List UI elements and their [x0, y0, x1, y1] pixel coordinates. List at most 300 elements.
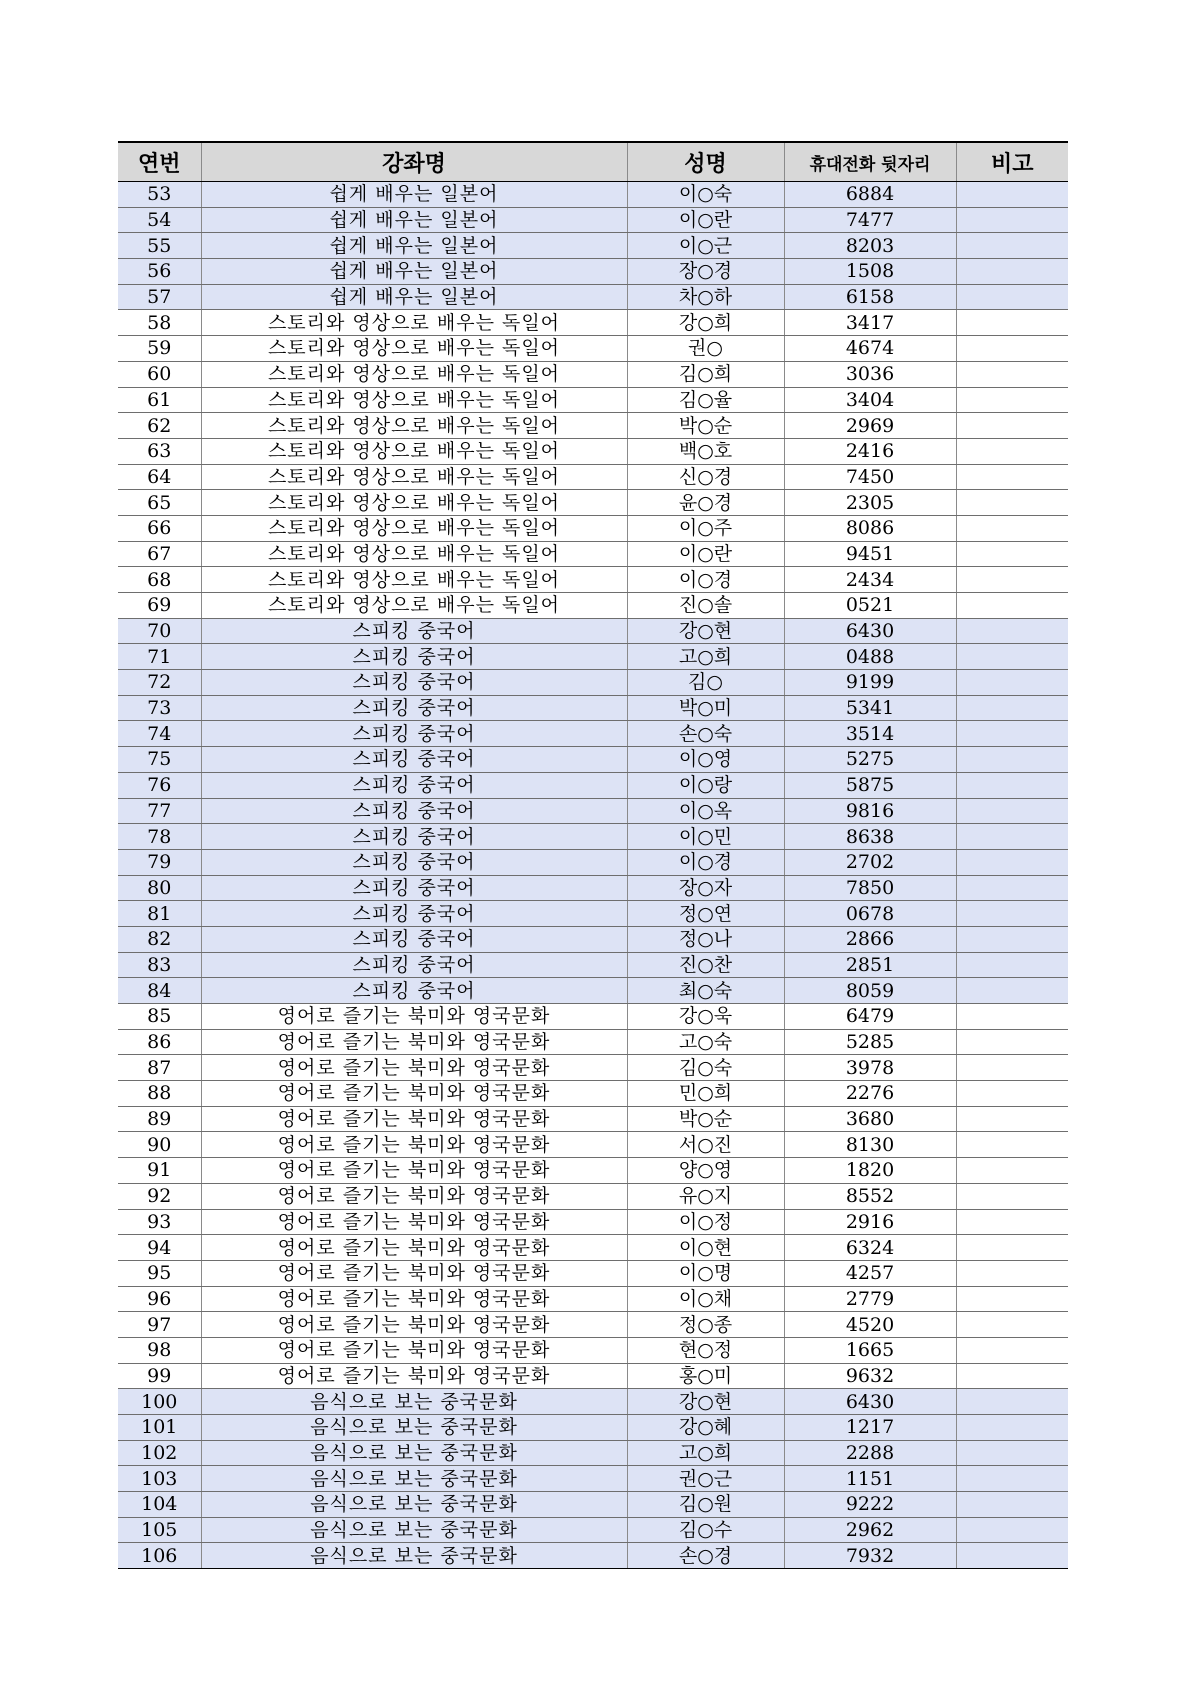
- cell-phone: 5341: [784, 695, 956, 721]
- cell-phone: 7477: [784, 207, 956, 233]
- cell-note: [956, 1260, 1068, 1286]
- cell-note: [956, 1029, 1068, 1055]
- cell-name: 김○율: [627, 387, 784, 413]
- cell-course: 스피킹 중국어: [201, 926, 627, 952]
- cell-phone: 6430: [784, 618, 956, 644]
- cell-phone: 2962: [784, 1517, 956, 1543]
- cell-phone: 0521: [784, 593, 956, 619]
- table-row: [118, 1415, 1068, 1441]
- cell-phone: 8638: [784, 824, 956, 850]
- cell-no: 79: [118, 849, 201, 875]
- cell-no: 105: [118, 1517, 201, 1543]
- cell-phone: 8059: [784, 978, 956, 1004]
- cell-note: [956, 644, 1068, 670]
- cell-course: 스피킹 중국어: [201, 670, 627, 696]
- cell-course: 영어로 즐기는 북미와 영국문화: [201, 1029, 627, 1055]
- table-row: [118, 721, 1068, 747]
- table-row: [118, 644, 1068, 670]
- cell-note: [956, 824, 1068, 850]
- cell-note: [956, 593, 1068, 619]
- cell-name: 김○숙: [627, 1055, 784, 1081]
- cell-phone: 8086: [784, 515, 956, 541]
- table-row: [118, 490, 1068, 516]
- cell-note: [956, 1466, 1068, 1492]
- table-row: [118, 207, 1068, 233]
- cell-course: 스피킹 중국어: [201, 901, 627, 927]
- cell-phone: 5875: [784, 772, 956, 798]
- table-row: [118, 593, 1068, 619]
- cell-phone: 4674: [784, 336, 956, 362]
- cell-name: 이○경: [627, 567, 784, 593]
- cell-note: [956, 618, 1068, 644]
- cell-note: [956, 772, 1068, 798]
- cell-course: 스토리와 영상으로 배우는 독일어: [201, 413, 627, 439]
- cell-phone: 8552: [784, 1183, 956, 1209]
- cell-course: 스피킹 중국어: [201, 875, 627, 901]
- cell-name: 백○호: [627, 438, 784, 464]
- header-row: [118, 142, 1068, 182]
- cell-phone: 9816: [784, 798, 956, 824]
- cell-name: 이○랑: [627, 772, 784, 798]
- cell-phone: 9451: [784, 541, 956, 567]
- cell-course: 스피킹 중국어: [201, 952, 627, 978]
- cell-course: 스피킹 중국어: [201, 772, 627, 798]
- cell-note: [956, 182, 1068, 208]
- cell-course: 쉽게 배우는 일본어: [201, 207, 627, 233]
- table-row: [118, 1389, 1068, 1415]
- cell-note: [956, 1055, 1068, 1081]
- cell-no: 64: [118, 464, 201, 490]
- cell-course: 스토리와 영상으로 배우는 독일어: [201, 593, 627, 619]
- cell-no: 58: [118, 310, 201, 336]
- cell-no: 70: [118, 618, 201, 644]
- cell-name: 김○원: [627, 1492, 784, 1518]
- cell-course: 영어로 즐기는 북미와 영국문화: [201, 1286, 627, 1312]
- cell-phone: 0488: [784, 644, 956, 670]
- cell-course: 영어로 즐기는 북미와 영국문화: [201, 1363, 627, 1389]
- cell-course: 스피킹 중국어: [201, 824, 627, 850]
- table-row: [118, 695, 1068, 721]
- cell-phone: 2288: [784, 1440, 956, 1466]
- cell-name: 고○숙: [627, 1029, 784, 1055]
- cell-name: 홍○미: [627, 1363, 784, 1389]
- cell-course: 스피킹 중국어: [201, 747, 627, 773]
- cell-course: 스토리와 영상으로 배우는 독일어: [201, 438, 627, 464]
- cell-note: [956, 952, 1068, 978]
- cell-course: 음식으로 보는 중국문화: [201, 1415, 627, 1441]
- cell-note: [956, 901, 1068, 927]
- cell-no: 84: [118, 978, 201, 1004]
- cell-note: [956, 875, 1068, 901]
- cell-phone: 2276: [784, 1081, 956, 1107]
- cell-name: 장○자: [627, 875, 784, 901]
- cell-no: 53: [118, 182, 201, 208]
- table-row: [118, 361, 1068, 387]
- table-row: [118, 1363, 1068, 1389]
- cell-note: [956, 233, 1068, 259]
- cell-name: 이○현: [627, 1235, 784, 1261]
- cell-note: [956, 978, 1068, 1004]
- cell-course: 영어로 즐기는 북미와 영국문화: [201, 1235, 627, 1261]
- cell-phone: 7450: [784, 464, 956, 490]
- cell-phone: 2866: [784, 926, 956, 952]
- table-row: [118, 1029, 1068, 1055]
- table-row: [118, 901, 1068, 927]
- cell-course: 스피킹 중국어: [201, 849, 627, 875]
- cell-phone: 1820: [784, 1158, 956, 1184]
- cell-name: 강○혜: [627, 1415, 784, 1441]
- cell-no: 82: [118, 926, 201, 952]
- cell-no: 78: [118, 824, 201, 850]
- cell-phone: 3417: [784, 310, 956, 336]
- cell-note: [956, 284, 1068, 310]
- cell-no: 95: [118, 1260, 201, 1286]
- table-row: [118, 1286, 1068, 1312]
- cell-name: 이○정: [627, 1209, 784, 1235]
- cell-name: 정○연: [627, 901, 784, 927]
- table-row: [118, 413, 1068, 439]
- cell-name: 서○진: [627, 1132, 784, 1158]
- cell-name: 유○지: [627, 1183, 784, 1209]
- cell-course: 스피킹 중국어: [201, 618, 627, 644]
- table-row: [118, 1337, 1068, 1363]
- cell-course: 음식으로 보는 중국문화: [201, 1466, 627, 1492]
- cell-name: 이○주: [627, 515, 784, 541]
- cell-name: 진○솔: [627, 593, 784, 619]
- cell-name: 이○명: [627, 1260, 784, 1286]
- cell-note: [956, 438, 1068, 464]
- cell-note: [956, 1337, 1068, 1363]
- cell-no: 73: [118, 695, 201, 721]
- cell-note: [956, 670, 1068, 696]
- table-row: [118, 438, 1068, 464]
- cell-note: [956, 1517, 1068, 1543]
- cell-name: 현○정: [627, 1337, 784, 1363]
- cell-no: 96: [118, 1286, 201, 1312]
- table-row: [118, 926, 1068, 952]
- cell-name: 최○숙: [627, 978, 784, 1004]
- table-row: [118, 541, 1068, 567]
- table-row: [118, 284, 1068, 310]
- cell-no: 106: [118, 1543, 201, 1569]
- cell-note: [956, 541, 1068, 567]
- cell-name: 박○순: [627, 413, 784, 439]
- cell-phone: 6158: [784, 284, 956, 310]
- cell-no: 97: [118, 1312, 201, 1338]
- cell-phone: 2305: [784, 490, 956, 516]
- table-row: [118, 1081, 1068, 1107]
- cell-course: 영어로 즐기는 북미와 영국문화: [201, 1158, 627, 1184]
- table-row: [118, 1312, 1068, 1338]
- cell-name: 강○현: [627, 618, 784, 644]
- cell-phone: 5285: [784, 1029, 956, 1055]
- cell-name: 이○란: [627, 207, 784, 233]
- cell-phone: 7932: [784, 1543, 956, 1569]
- cell-course: 음식으로 보는 중국문화: [201, 1440, 627, 1466]
- cell-phone: 1508: [784, 259, 956, 285]
- table-row: [118, 1132, 1068, 1158]
- cell-phone: 2416: [784, 438, 956, 464]
- cell-no: 66: [118, 515, 201, 541]
- cell-course: 영어로 즐기는 북미와 영국문화: [201, 1081, 627, 1107]
- cell-phone: 2434: [784, 567, 956, 593]
- cell-note: [956, 387, 1068, 413]
- cell-no: 83: [118, 952, 201, 978]
- cell-no: 94: [118, 1235, 201, 1261]
- cell-phone: 1217: [784, 1415, 956, 1441]
- cell-name: 이○란: [627, 541, 784, 567]
- cell-course: 스토리와 영상으로 배우는 독일어: [201, 515, 627, 541]
- table-row: [118, 1492, 1068, 1518]
- cell-note: [956, 798, 1068, 824]
- cell-no: 77: [118, 798, 201, 824]
- cell-name: 정○나: [627, 926, 784, 952]
- cell-phone: 1151: [784, 1466, 956, 1492]
- cell-no: 75: [118, 747, 201, 773]
- table-row: [118, 310, 1068, 336]
- cell-phone: 9632: [784, 1363, 956, 1389]
- cell-phone: 2916: [784, 1209, 956, 1235]
- cell-note: [956, 1440, 1068, 1466]
- cell-course: 쉽게 배우는 일본어: [201, 284, 627, 310]
- cell-note: [956, 1158, 1068, 1184]
- table-row: [118, 1183, 1068, 1209]
- cell-course: 스토리와 영상으로 배우는 독일어: [201, 387, 627, 413]
- cell-no: 60: [118, 361, 201, 387]
- cell-phone: 4520: [784, 1312, 956, 1338]
- cell-no: 59: [118, 336, 201, 362]
- cell-name: 이○옥: [627, 798, 784, 824]
- cell-no: 103: [118, 1466, 201, 1492]
- cell-phone: 6479: [784, 1004, 956, 1030]
- cell-no: 74: [118, 721, 201, 747]
- cell-course: 스피킹 중국어: [201, 644, 627, 670]
- cell-phone: 3404: [784, 387, 956, 413]
- cell-no: 101: [118, 1415, 201, 1441]
- cell-note: [956, 1389, 1068, 1415]
- cell-name: 권○근: [627, 1466, 784, 1492]
- header-course: 강좌명: [201, 142, 627, 182]
- table-row: [118, 978, 1068, 1004]
- table-row: [118, 259, 1068, 285]
- cell-phone: 5275: [784, 747, 956, 773]
- cell-phone: 6324: [784, 1235, 956, 1261]
- cell-note: [956, 361, 1068, 387]
- cell-note: [956, 926, 1068, 952]
- cell-note: [956, 747, 1068, 773]
- cell-name: 정○종: [627, 1312, 784, 1338]
- table-row: [118, 618, 1068, 644]
- table-row: [118, 952, 1068, 978]
- cell-note: [956, 310, 1068, 336]
- cell-note: [956, 1183, 1068, 1209]
- cell-course: 영어로 즐기는 북미와 영국문화: [201, 1209, 627, 1235]
- table-row: [118, 567, 1068, 593]
- cell-name: 이○숙: [627, 182, 784, 208]
- cell-no: 87: [118, 1055, 201, 1081]
- cell-name: 차○하: [627, 284, 784, 310]
- cell-no: 69: [118, 593, 201, 619]
- table-row: [118, 1235, 1068, 1261]
- table-row: [118, 1466, 1068, 1492]
- cell-no: 91: [118, 1158, 201, 1184]
- cell-name: 고○희: [627, 1440, 784, 1466]
- table-row: [118, 464, 1068, 490]
- table-body: [118, 182, 1068, 1569]
- cell-note: [956, 207, 1068, 233]
- cell-phone: 9199: [784, 670, 956, 696]
- cell-phone: 3514: [784, 721, 956, 747]
- cell-name: 김○: [627, 670, 784, 696]
- table-header: [118, 142, 1068, 182]
- cell-note: [956, 567, 1068, 593]
- cell-course: 스피킹 중국어: [201, 978, 627, 1004]
- table-row: [118, 1543, 1068, 1569]
- cell-name: 신○경: [627, 464, 784, 490]
- cell-name: 김○수: [627, 1517, 784, 1543]
- cell-course: 스토리와 영상으로 배우는 독일어: [201, 336, 627, 362]
- table-row: [118, 1440, 1068, 1466]
- table-row: [118, 336, 1068, 362]
- cell-phone: 2779: [784, 1286, 956, 1312]
- cell-no: 102: [118, 1440, 201, 1466]
- table-row: [118, 1158, 1068, 1184]
- cell-name: 이○근: [627, 233, 784, 259]
- cell-no: 88: [118, 1081, 201, 1107]
- cell-note: [956, 1286, 1068, 1312]
- cell-phone: 4257: [784, 1260, 956, 1286]
- cell-course: 영어로 즐기는 북미와 영국문화: [201, 1337, 627, 1363]
- table-row: [118, 1106, 1068, 1132]
- cell-name: 박○미: [627, 695, 784, 721]
- cell-phone: 3680: [784, 1106, 956, 1132]
- cell-note: [956, 1132, 1068, 1158]
- cell-course: 스토리와 영상으로 배우는 독일어: [201, 361, 627, 387]
- table-row: [118, 747, 1068, 773]
- cell-course: 음식으로 보는 중국문화: [201, 1389, 627, 1415]
- cell-no: 99: [118, 1363, 201, 1389]
- cell-course: 영어로 즐기는 북미와 영국문화: [201, 1183, 627, 1209]
- cell-phone: 2851: [784, 952, 956, 978]
- cell-note: [956, 1312, 1068, 1338]
- cell-no: 76: [118, 772, 201, 798]
- table-row: [118, 875, 1068, 901]
- cell-note: [956, 259, 1068, 285]
- cell-no: 67: [118, 541, 201, 567]
- cell-course: 스피킹 중국어: [201, 798, 627, 824]
- cell-no: 90: [118, 1132, 201, 1158]
- cell-name: 이○경: [627, 849, 784, 875]
- cell-course: 쉽게 배우는 일본어: [201, 233, 627, 259]
- cell-note: [956, 1363, 1068, 1389]
- table-row: [118, 515, 1068, 541]
- cell-course: 영어로 즐기는 북미와 영국문화: [201, 1260, 627, 1286]
- cell-name: 강○욱: [627, 1004, 784, 1030]
- cell-note: [956, 1081, 1068, 1107]
- table-row: [118, 1209, 1068, 1235]
- cell-course: 스피킹 중국어: [201, 721, 627, 747]
- cell-no: 54: [118, 207, 201, 233]
- table-row: [118, 1260, 1068, 1286]
- cell-name: 진○찬: [627, 952, 784, 978]
- table-row: [118, 182, 1068, 208]
- cell-name: 이○민: [627, 824, 784, 850]
- cell-name: 양○영: [627, 1158, 784, 1184]
- cell-note: [956, 1209, 1068, 1235]
- cell-note: [956, 464, 1068, 490]
- cell-name: 강○희: [627, 310, 784, 336]
- cell-phone: 6430: [784, 1389, 956, 1415]
- cell-phone: 9222: [784, 1492, 956, 1518]
- cell-phone: 8203: [784, 233, 956, 259]
- cell-phone: 3978: [784, 1055, 956, 1081]
- cell-no: 55: [118, 233, 201, 259]
- cell-course: 쉽게 배우는 일본어: [201, 182, 627, 208]
- cell-no: 57: [118, 284, 201, 310]
- cell-name: 이○영: [627, 747, 784, 773]
- cell-name: 강○현: [627, 1389, 784, 1415]
- header-phone: 휴대전화 뒷자리: [784, 142, 956, 182]
- table-row: [118, 798, 1068, 824]
- cell-no: 72: [118, 670, 201, 696]
- cell-course: 스토리와 영상으로 배우는 독일어: [201, 567, 627, 593]
- cell-note: [956, 1235, 1068, 1261]
- cell-course: 스토리와 영상으로 배우는 독일어: [201, 541, 627, 567]
- cell-name: 윤○경: [627, 490, 784, 516]
- document-page: [118, 141, 1068, 1569]
- cell-course: 음식으로 보는 중국문화: [201, 1543, 627, 1569]
- cell-name: 손○숙: [627, 721, 784, 747]
- cell-name: 이○채: [627, 1286, 784, 1312]
- cell-phone: 2702: [784, 849, 956, 875]
- cell-course: 스토리와 영상으로 배우는 독일어: [201, 464, 627, 490]
- cell-no: 62: [118, 413, 201, 439]
- table-row: [118, 387, 1068, 413]
- cell-name: 손○경: [627, 1543, 784, 1569]
- cell-course: 영어로 즐기는 북미와 영국문화: [201, 1055, 627, 1081]
- header-no: 연번: [118, 142, 201, 182]
- cell-note: [956, 1415, 1068, 1441]
- cell-no: 93: [118, 1209, 201, 1235]
- table-row: [118, 824, 1068, 850]
- enrollment-table: [118, 141, 1068, 1569]
- cell-name: 고○희: [627, 644, 784, 670]
- table-row: [118, 849, 1068, 875]
- cell-phone: 7850: [784, 875, 956, 901]
- cell-no: 104: [118, 1492, 201, 1518]
- cell-note: [956, 1543, 1068, 1569]
- cell-phone: 1665: [784, 1337, 956, 1363]
- cell-name: 장○경: [627, 259, 784, 285]
- cell-phone: 6884: [784, 182, 956, 208]
- cell-course: 스토리와 영상으로 배우는 독일어: [201, 490, 627, 516]
- cell-course: 영어로 즐기는 북미와 영국문화: [201, 1106, 627, 1132]
- cell-note: [956, 1106, 1068, 1132]
- cell-note: [956, 1004, 1068, 1030]
- cell-no: 61: [118, 387, 201, 413]
- cell-no: 92: [118, 1183, 201, 1209]
- cell-course: 영어로 즐기는 북미와 영국문화: [201, 1132, 627, 1158]
- cell-course: 스토리와 영상으로 배우는 독일어: [201, 310, 627, 336]
- cell-no: 65: [118, 490, 201, 516]
- cell-note: [956, 515, 1068, 541]
- cell-name: 김○희: [627, 361, 784, 387]
- header-name: 성명: [627, 142, 784, 182]
- cell-no: 100: [118, 1389, 201, 1415]
- table-row: [118, 670, 1068, 696]
- cell-no: 81: [118, 901, 201, 927]
- cell-name: 민○희: [627, 1081, 784, 1107]
